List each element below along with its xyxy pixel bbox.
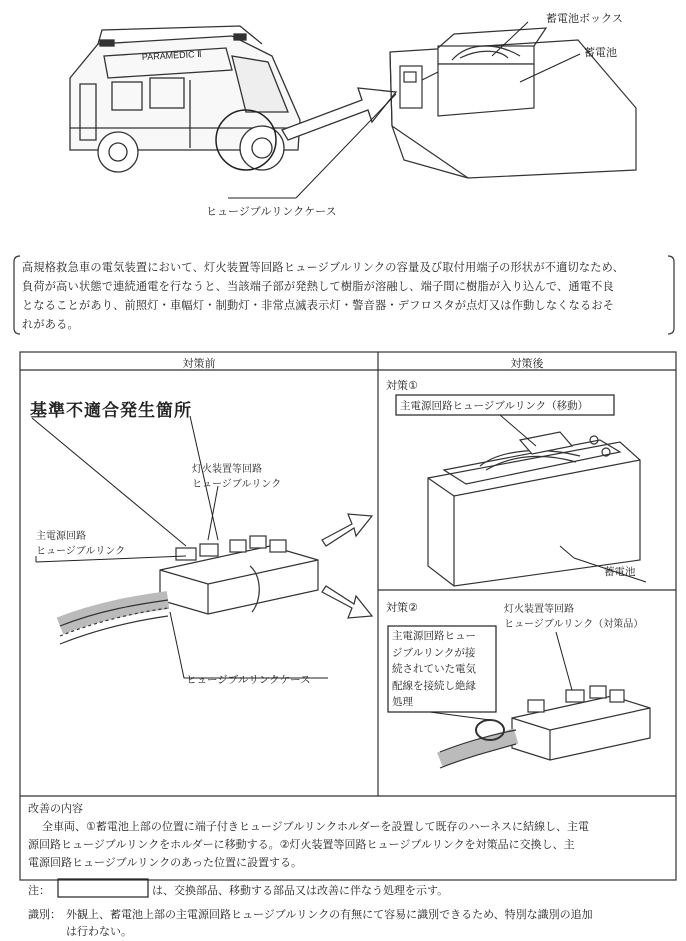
note-text: は、交換部品、移動する部品又は改善に伴なう処理を示す。 [152, 884, 449, 897]
label-main-line1: 主電源回路 [36, 531, 86, 542]
measure1-title: 対策① [386, 379, 418, 392]
measure2-lamp-line1: 灯火装置等回路 [504, 604, 574, 615]
van-logo: PARAMEDIC Ⅱ [141, 48, 202, 62]
note-label: 注： [28, 884, 50, 897]
ident-line2: は行わない。 [66, 925, 132, 938]
measure2-box-line: 主電源回路ヒュー [392, 630, 476, 642]
improvement-heading: 改善の内容 [28, 802, 83, 815]
measure1-box-label: 主電源回路ヒュージブルリンク（移動） [400, 400, 589, 412]
label-lamp-line2: ヒュージブルリンク [192, 479, 282, 490]
arrow-to-measure2 [322, 586, 372, 618]
nonconformity-title: 基準不適合発生箇所 [30, 401, 192, 421]
label-fusible-link-case: ヒュージブルリンクケース [206, 205, 337, 218]
header-after: 対策後 [510, 357, 544, 370]
description-line: となることがあり、前照灯・車幅灯・制動灯・非常点滅表示灯・警音器・デフロスタが点灯又は作動しなくなるおそ [22, 299, 615, 312]
label-battery: 蓄電池 [584, 46, 617, 59]
improvement-line: 源回路ヒュージブルリンクをホルダーに移動する。②灯火装置等回路ヒュージブルリンクを対策品に交換し、主 [28, 838, 575, 851]
label-main-line2: ヒュージブルリンク [36, 546, 126, 557]
measure1-battery-label: 蓄電池 [604, 566, 636, 578]
label-case-before: ヒュージブルリンクケース [186, 674, 311, 686]
description-line: れがある。 [22, 318, 79, 331]
ident-line1: 外観上、蓄電池上部の主電源回路ヒュージブルリンクの有無にて容易に識別できるため、特別な識別の追加 [66, 908, 593, 921]
description-line: 負荷が高い状態で連続通電を行なうと、当該端子部が発熱して樹脂が溶融し、端子間に樹脂が入り込んで、通電不良 [22, 280, 614, 293]
header-before: 対策前 [182, 357, 216, 370]
measure2-box-line: 処理 [392, 696, 413, 708]
measure2-box-line: 続されていた電気 [392, 663, 476, 675]
label-main-fusible [36, 529, 125, 559]
measure2-lamp-label [504, 602, 643, 632]
label-battery-box: 蓄電池ボックス [546, 12, 623, 25]
measure2-box-text [392, 628, 476, 711]
arrow-to-measure1 [322, 514, 372, 546]
improvement-line: 全車両、①蓄電池上部の位置に端子付きヒュージブルリンクホルダーを設置して既存のハーネスに結線し、主電 [42, 820, 589, 833]
improvement-section [28, 800, 668, 872]
ident-label: 識別： [28, 908, 61, 921]
measure2-title: 対策② [386, 601, 418, 614]
improvement-line: 電源回路ヒュージブルリンクのあった位置に設置する。 [28, 856, 303, 869]
measure2-box-line: ジブルリンクが接 [392, 646, 476, 659]
measure1-battery-drawing [428, 432, 640, 586]
measure2-lamp-line2: ヒュージブルリンク（対策品） [504, 619, 644, 630]
label-lamp-fusible [192, 462, 281, 492]
description-line: 高規格救急車の電気装置において、灯火装置等回路ヒュージブルリンクの容量及び取付用端子の形状が不適切なため、 [22, 261, 624, 274]
label-lamp-line1: 灯火装置等回路 [192, 464, 262, 475]
note-sample-box [58, 879, 148, 897]
measure2-box-line: 配線を接続し絶縁 [392, 679, 476, 692]
